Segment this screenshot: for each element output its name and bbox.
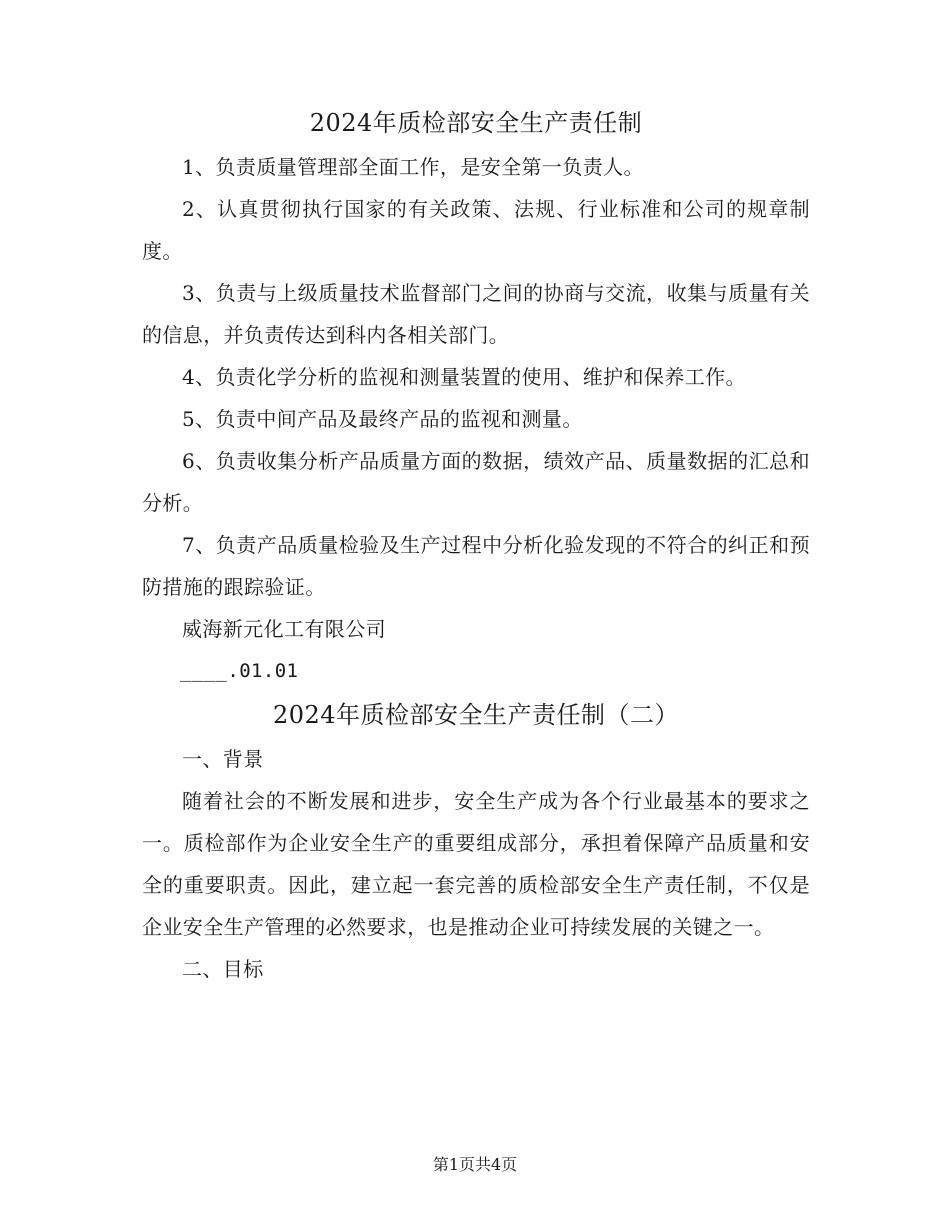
list-item-3: 3、负责与上级质量技术监督部门之间的协商与交流，收集与质量有关的信息，并负责传达到科内各相关部门。: [142, 281, 810, 347]
page-number: 第1页共4页: [432, 1155, 518, 1174]
section-heading-background: 一、背景: [182, 747, 264, 771]
list-item-2: 2、认真贯彻执行国家的有关政策、法规、行业标准和公司的规章制度。: [142, 197, 810, 263]
section-title-2: 2024年质检部安全生产责任制（二）: [272, 701, 680, 729]
list-item-7: 7、负责产品质量检验及生产过程中分析化验发现的不符合的纠正和预防措施的跟踪验证。: [142, 533, 810, 599]
list-item-6: 6、负责收集分析产品质量方面的数据，绩效产品、质量数据的汇总和分析。: [142, 449, 810, 515]
list-item-5: 5、负责中间产品及最终产品的监视和测量。: [182, 407, 583, 431]
list-item-1: 1、负责质量管理部全面工作，是安全第一负责人。: [182, 155, 644, 179]
list-item-4: 4、负责化学分析的监视和测量装置的使用、维护和保养工作。: [182, 365, 746, 389]
document-content: [142, 100, 810, 990]
document-title: 2024年质检部安全生产责任制: [309, 109, 643, 137]
section-heading-goal: 二、目标: [182, 957, 264, 981]
company-name: 威海新元化工有限公司: [182, 617, 386, 641]
section-body-background: 随着社会的不断发展和进步，安全生产成为各个行业最基本的要求之一。质检部作为企业安全生产的重要组成部分，承担着保障产品质量和安全的重要职责。因此，建立起一套完善的质检部安全生产责任制，不仅是企业安全生产管理的必然要求，也是推动企业可持续发展的关键之一。: [142, 789, 810, 939]
document-date: ____.01.01: [180, 660, 299, 682]
